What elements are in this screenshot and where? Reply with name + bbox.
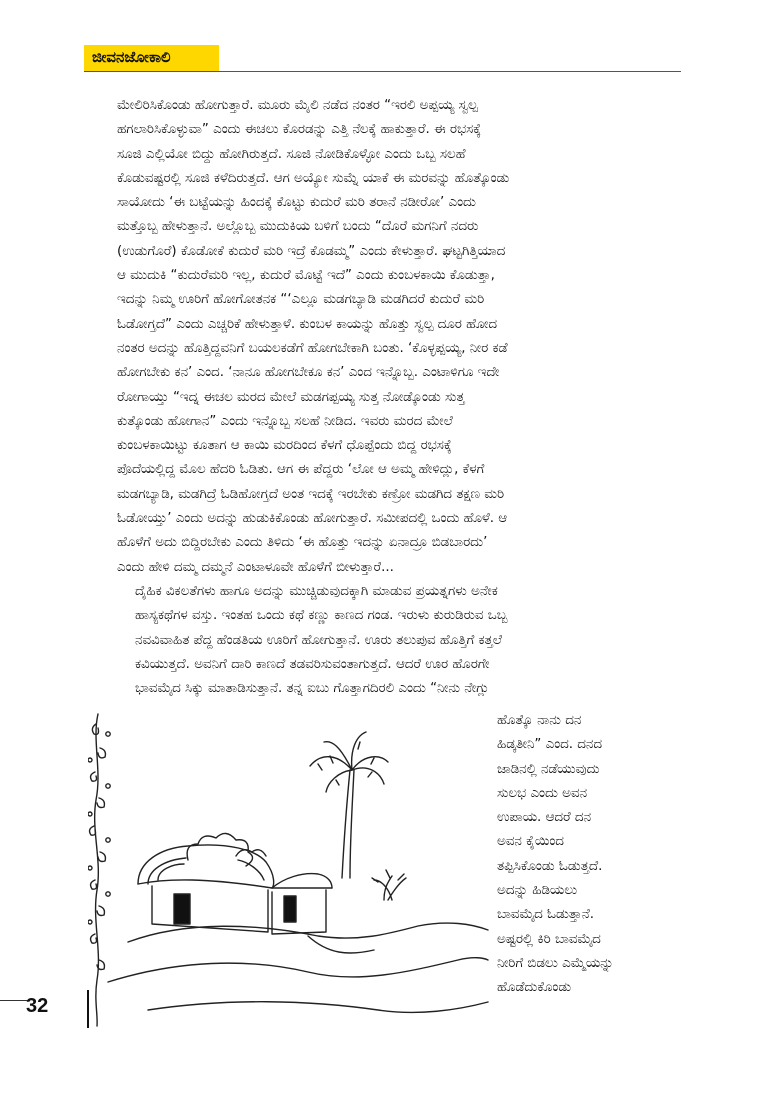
hut	[138, 845, 332, 934]
text-line: ಹೊಳೆಗೆ ಅದು ಬಿದ್ದಿರಬೇಕು ಎಂದು ತಿಳಿದು ‘ಈ ಹೊತ್ತು ಇದನ್ನು ಏನಾದ್ರೂ ಬಿಡಬಾರದು’	[117, 535, 488, 551]
text-line: ಕುಂಬಳಕಾಯಿಟ್ಟು ಕೂತಾಗ ಆ ಕಾಯಿ ಮರದಿಂದ ಕೆಳಗೆ ಧೊಪ್ಪೆಂದು ಬಿದ್ದ ರಭಸಕ್ಕೆ	[117, 438, 452, 454]
side-text-line: ಅವನ ಕೈಯಿಂದ	[497, 834, 564, 850]
page-number: 32	[26, 995, 49, 1017]
text-line: ಹಾಸ್ಯಕಥೆಗಳ ವಸ್ತು. ಇಂತಹ ಒಂದು ಕಥೆ ಕಣ್ಣು ಕಾಣದ ಗಂಡ. ಇರುಳು ಕುರುಡಿರುವ ಒಬ್ಬ	[135, 608, 508, 624]
text-line: ಸಾಯೋದು ‘ಈ ಬಟ್ಟೆಯನ್ನು ಹಿಂದಕ್ಕೆ ಕೊಟ್ಟು ಕುದುರೆ ಮರಿ ತರಾನೆ ನಡೀರೋ’ ಎಂದು	[117, 195, 476, 211]
text-line: ಎಂದು ಹೇಳಿ ದಮ್ಮ ದಮ್ಮನೆ ಎಂಟಾಳೂವೇ ಹೊಳೆಗೆ ಬೀಳುತ್ತಾರೆ...	[117, 559, 394, 575]
side-text-line: ಜಾಡಿನಲ್ಲಿ ನಡೆಯುವುದು	[497, 761, 600, 777]
text-line: ಮೇಲಿರಿಸಿಕೊಂಡು ಹೋಗುತ್ತಾರೆ. ಮೂರು ಮೈಲಿ ನಡೆದ ನಂತರ “ಇರಲಿ ಅಪ್ಪಯ್ಯ ಸ್ವಲ್ಪ	[117, 98, 478, 113]
side-text-line: ಸುಲಭ ಎಂದು ಅವನ	[497, 785, 588, 801]
side-text-line: ಅದನ್ನು ಹಿಡಿಯಲು	[497, 883, 578, 899]
text-line: ಪೊದೆಯಲ್ಲಿದ್ದ ಮೊಲ ಹೆದರಿ ಓಡಿತು. ಆಗ ಈ ಪೆದ್ದರು ‘ಲೋ ಆ ಅಮ್ಮ ಹೇಳಿದ್ಲು, ಕೆಳಗೆ	[117, 462, 485, 478]
text-line: ಆ ಮುದುಕಿ “ಕುದುರೆಮರಿ ಇಲ್ಲ, ಕುದುರೆ ಮೊಟ್ಟೆ ಇದೆ” ಎಂದು ಕುಂಬಳಕಾಯಿ ಕೊಡುತ್ತಾ,	[117, 268, 495, 284]
text-line: ದೈಹಿಕ ವಿಕಲತೆಗಳು ಹಾಗೂ ಅದನ್ನು ಮುಚ್ಚಿಡುವುದಕ್ಕಾಗಿ ಮಾಡುವ ಪ್ರಯತ್ನಗಳು ಅನೇಕ	[135, 583, 498, 599]
margin-vertical-rule	[87, 990, 89, 1028]
text-line: ಓಡೋಗ್ತದೆ” ಎಂದು ಎಚ್ಚರಿಕೆ ಹೇಳುತ್ತಾಳೆ. ಕುಂಬಳ ಕಾಯನ್ನು ಹೊತ್ತು ಸ್ವಲ್ಪ ದೂರ ಹೋದ	[117, 316, 498, 332]
text-line: ಸೂಜಿ ಎಲ್ಲಿಯೋ ಬಿದ್ದು ಹೋಗಿರುತ್ತದೆ. ಸೂಜಿ ನೋಡಿಕೊಳ್ಳೋ ಎಂದು ಒಬ್ಬ ಸಲಹೆ	[117, 146, 466, 162]
palm-tree	[310, 732, 388, 878]
side-text-column	[497, 709, 687, 1001]
paragraph-2	[117, 580, 683, 701]
side-text-line: ಅಷ್ಟರಲ್ಲಿ ಕಿರಿ ಬಾವಮೈದ	[497, 931, 601, 947]
text-line: ಓಡೋಯ್ತು’ ಎಂದು ಅದನ್ನು ಹುಡುಕಿಕೊಂಡು ಹೋಗುತ್ತಾರೆ. ಸಮೀಪದಲ್ಲಿ ಒಂದು ಹೊಳೆ. ಆ	[117, 511, 508, 527]
text-line: ನಂತರ ಅದನ್ನು ಹೊತ್ತಿದ್ದವನಿಗೆ ಬಯಲಕಡೆಗೆ ಹೋಗಬೇಕಾಗಿ ಬಂತು. ‘ಕೊಳ್ಳಪ್ಪಯ್ಯ, ನೀರ ಕಡೆ	[117, 340, 508, 356]
text-line: ಕವಿಯುತ್ತದೆ. ಅವನಿಗೆ ದಾರಿ ಕಾಣದೆ ತಡವರಿಸುವಂತಾಗುತ್ತದೆ. ಆದರೆ ಊರ ಹೊರಗೇ	[135, 656, 490, 672]
text-line: ರೋಗಾಯ್ತು “ಇದ್ನ ಈಚಲ ಮರದ ಮೇಲೆ ಮಡಗಪ್ಪಯ್ಯ ಸುತ್ತ ನೋಡ್ಕೊಂಡು ಸುತ್ತ	[117, 389, 465, 405]
main-text-column	[117, 94, 683, 701]
text-line: ಇದನ್ನು ನಿಮ್ಮ ಊರಿಗೆ ಹೋಗೋತನಕ “‘ಎಲ್ಲೂ ಮಡಗಬ್ಯಾಡಿ ಮಡಗಿದರೆ ಕುದುರೆ ಮರಿ	[117, 292, 485, 308]
village-hut-illustration	[88, 710, 490, 1028]
header-divider	[84, 71, 681, 72]
text-line: ನವವಿವಾಹಿತ ಪೆದ್ದ ಹೆಂಡತಿಯ ಊರಿಗೆ ಹೋಗುತ್ತಾನೆ. ಊರು ತಲುಪುವ ಹೊತ್ತಿಗೆ ಕತ್ತಲೆ	[135, 632, 502, 648]
text-line: ಭಾವಮೈದ ಸಿಕ್ಕು ಮಾತಾಡಿಸುತ್ತಾನೆ. ತನ್ನ ಐಬು ಗೊತ್ತಾಗದಿರಲಿ ಎಂದು “ನೀನು ನೇಗ್ಲು	[135, 681, 490, 697]
text-line: ಮತ್ತೊಬ್ಬ ಹೇಳುತ್ತಾನೆ. ಅಲ್ಲೊಬ್ಬ ಮುದುಕಿಯ ಬಳಿಗೆ ಬಂದು “ದೊರೆ ಮಗನಿಗೆ ನದರು	[117, 219, 479, 235]
side-text-line: ತಪ್ಪಿಸಿಕೊಂಡು ಓಡುತ್ತದೆ.	[497, 858, 603, 874]
running-header-title: ಜೀವನಜೋಕಾಲಿ	[92, 48, 171, 66]
side-text-line: ನೀರಿಗೆ ಬಿಡಲು ಎಮ್ಮೆಯನ್ನು	[497, 955, 614, 971]
paragraph-1	[117, 94, 683, 580]
text-line: (ಉಡುಗೊರೆ) ಕೊಡೋಕೆ ಕುದುರೆ ಮರಿ ಇದ್ರೆ ಕೊಡಮ್ಮ” ಎಂದು ಕೇಳುತ್ತಾರೆ. ಘಟ್ಟಗಿತ್ತಿಯಾದ	[117, 243, 506, 259]
side-text-line: ಬಾವಮೈದ ಓಡುತ್ತಾನೆ.	[497, 907, 595, 923]
text-line: ಕುತ್ಕೊಂಡು ಹೋಗಾನ” ಎಂದು ಇನ್ನೊಬ್ಬ ಸಲಹೆ ನೀಡಿದ. ಇವರು ಮರದ ಮೇಲೆ	[117, 413, 453, 429]
text-line: ಹಗಲಾರಿಸಿಕೊಳ್ಳುವಾ” ಎಂದು ಈಚಲು ಕೊರಡನ್ನು ಎತ್ತಿ ನೆಲಕ್ಕೆ ಹಾಕುತ್ತಾರೆ. ಈ ರಭಸಕ್ಕೆ	[117, 122, 482, 138]
text-line: ಕೊಡುವಷ್ಟರಲ್ಲಿ ಸೂಜಿ ಕಳೆದಿರುತ್ತದೆ. ಆಗ ಅಯ್ಯೋ ಸುಮ್ನೆ ಯಾಕೆ ಈ ಮರವನ್ನು ಹೊತ್ಕೊಂಡು	[117, 170, 510, 186]
side-text-line: ಹೊಡೆದುಕೊಂಡು	[497, 980, 572, 996]
vine-border-decoration	[88, 714, 110, 1026]
text-line: ಮಡಗಬ್ಯಾಡಿ, ಮಡಗಿದ್ರೆ ಓಡಿಹೋಗ್ತದೆ ಅಂತ ಇದಕ್ಕೆ ಇರಬೇಕು ಕಣ್ರೋ ಮಡಗಿದ ತಕ್ಷಣ ಮರಿ	[117, 486, 505, 502]
text-line: ಹೋಗಬೇಕು ಕನ’ ಎಂದ. ‘ನಾನೂ ಹೋಗಬೇಕೂ ಕನ’ ಎಂದ ಇನ್ನೊಬ್ಬ. ಎಂಟಾಳಿಗೂ ಇದೇ	[117, 365, 500, 381]
side-text-line: ಹಿಡ್ಕತೀನಿ” ಎಂದ. ದನದ	[497, 737, 603, 753]
side-text-line: ಉಪಾಯ. ಆದರೆ ದನ	[497, 810, 592, 826]
side-text-line: ಹೊತ್ಕೊ ನಾನು ದನ	[497, 713, 582, 728]
